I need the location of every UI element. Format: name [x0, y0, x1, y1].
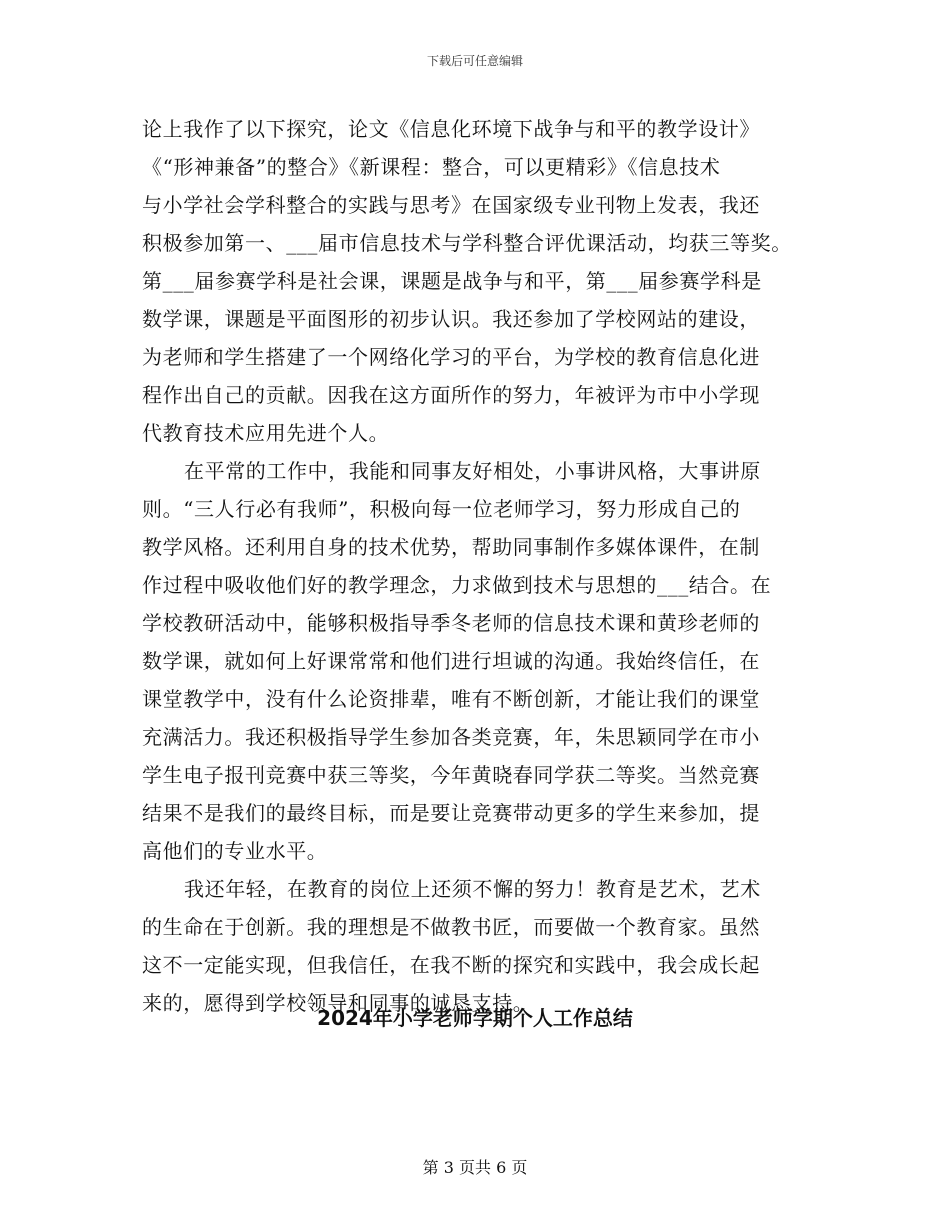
text-line: 《“形神兼备”的整合》《新课程：整合，可以更精彩》《信息技术 [142, 155, 721, 179]
page-header: 下载后可任意编辑 [426, 54, 523, 68]
paragraph-start-line: 我还年轻，在教育的岗位上还须不懈的努力！教育是艺术，艺术 [184, 877, 761, 901]
text-line: 的生命在于创新。我的理想是不做教书匠，而要做一个教育家。虽然 [142, 915, 760, 939]
text-line: 教学风格。还利用自身的技术优势，帮助同事制作多媒体课件，在制 [142, 535, 760, 559]
text-line: 与小学社会学科整合的实践与思考》在国家级专业刊物上发表，我还 [142, 193, 760, 217]
text-line: 学生电子报刊竞赛中获三等奖，今年黄晓春同学获二等奖。当然竞赛 [142, 763, 760, 787]
text-line: 代教育技术应用先进个人。 [142, 421, 390, 445]
text-line: 这不一定能实现，但我信任，在我不断的探究和实践中，我会成长起 [142, 953, 760, 977]
text-line: 结果不是我们的最终目标，而是要让竞赛带动更多的学生来参加，提 [142, 801, 760, 825]
text-line: 来的，愿得到学校领导和同事的诚恳支持。 [142, 991, 534, 1015]
text-line: 高他们的专业水平。 [142, 839, 328, 863]
document-body [142, 110, 812, 1022]
text-line: 数学课，就如何上好课常常和他们进行坦诚的沟通。我始终信任，在 [142, 649, 760, 673]
text-line: 为老师和学生搭建了一个网络化学习的平台，为学校的教育信息化进 [142, 345, 760, 369]
text-line: 积极参加第一、___届市信息技术与学科整合评优课活动，均获三等奖。 [142, 231, 792, 255]
text-line: 论上我作了以下探究，论文《信息化环境下战争与和平的教学设计》 [142, 117, 760, 141]
text-line: 数学课，课题是平面图形的初步认识。我还参加了学校网站的建设， [142, 307, 760, 331]
paragraph-start-line: 在平常的工作中，我能和同事友好相处，小事讲风格，大事讲原 [184, 459, 761, 483]
page-number: 第 3 页共 6 页 [422, 1158, 528, 1177]
text-line: 程作出自己的贡献。因我在这方面所作的努力，年被评为市中小学现 [142, 383, 760, 407]
text-line: 学校教研活动中，能够积极指导季冬老师的信息技术课和黄珍老师的 [142, 611, 760, 635]
text-line: 作过程中吸收他们好的教学理念，力求做到技术与思想的___结合。在 [142, 573, 772, 597]
text-line: 课堂教学中，没有什么论资排辈，唯有不断创新，才能让我们的课堂 [142, 687, 760, 711]
text-line: 则。“三人行必有我师”，积极向每一位老师学习，努力形成自己的 [142, 497, 741, 521]
text-line: 充满活力。我还积极指导学生参加各类竞赛，年，朱思颖同学在市小 [142, 725, 760, 749]
section-title: 2024年小学老师学期个人工作总结 [317, 1006, 633, 1030]
text-line: 第___届参赛学科是社会课，课题是战争与和平，第___届参赛学科是 [142, 269, 762, 293]
